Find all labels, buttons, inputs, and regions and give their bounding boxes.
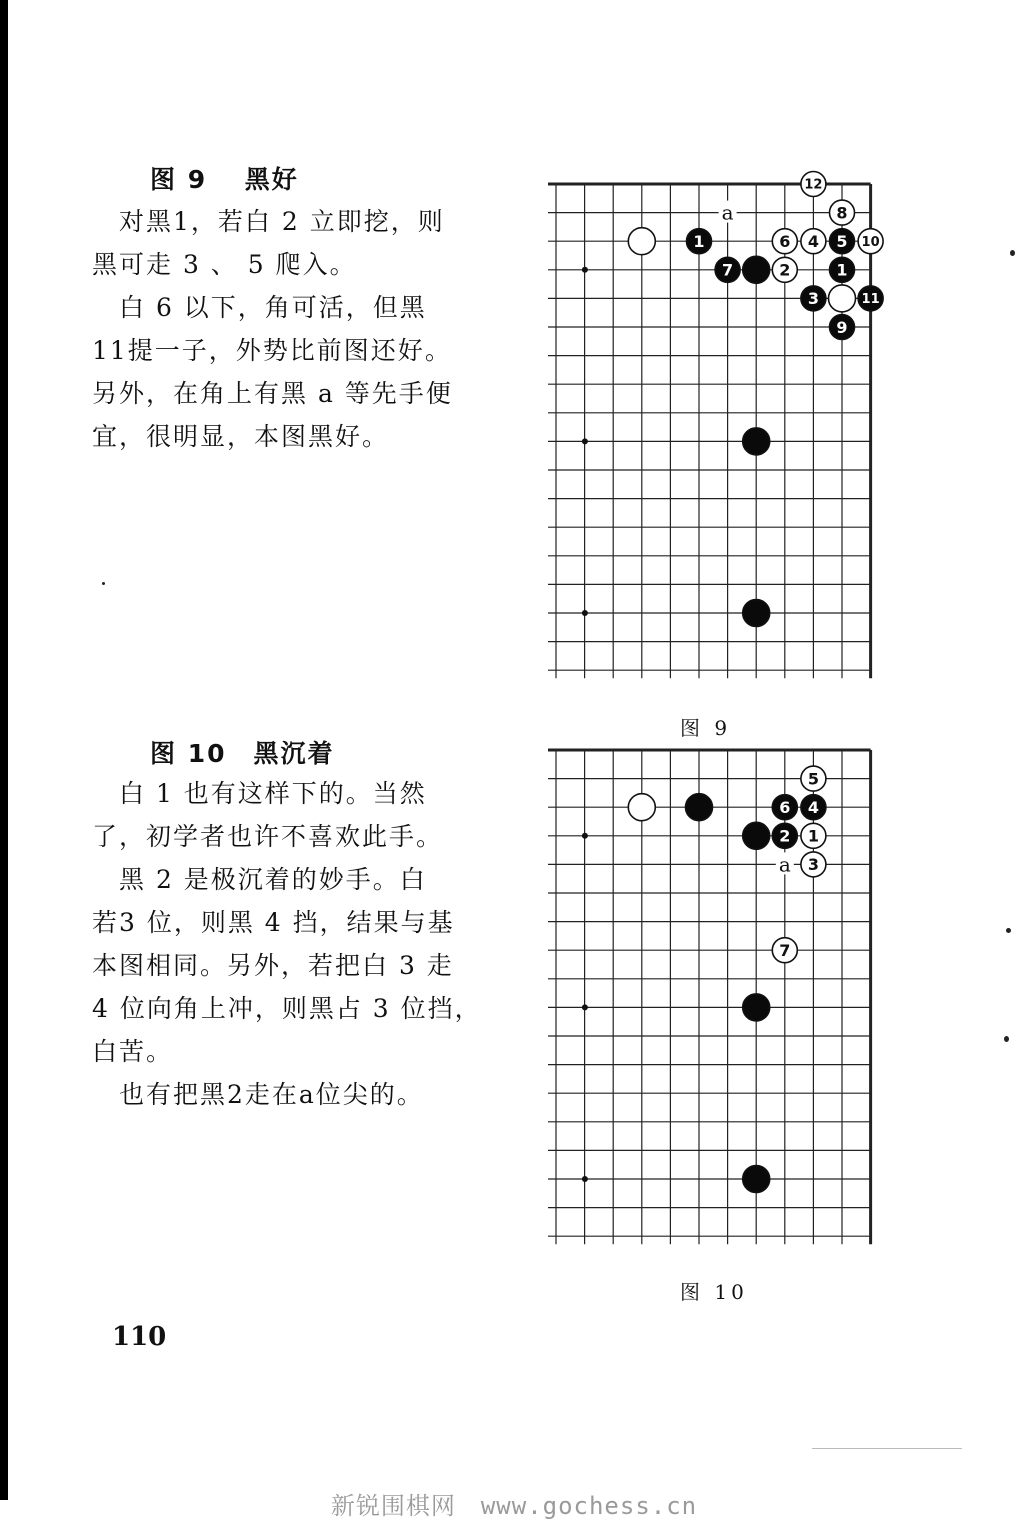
paragraph-line: 白 1 也有这样下的。当然 [92,779,427,808]
white-stone [628,228,655,255]
figure-9-caption: 图 9 [680,716,732,740]
black-stone [743,428,770,455]
black-stone [743,822,770,849]
move-number-label: 1 [836,260,848,280]
section-heading-figure-10: 图 10 黑沉着 [150,739,335,768]
star-point [582,438,588,444]
scan-line [812,1448,962,1449]
figure-10-caption: 图 10 [680,1280,748,1304]
go-board-figure-10 [548,742,866,1268]
move-number-label: 11 [861,292,880,308]
paragraph-line: 白 6 以下，角可活，但黑 [92,293,427,322]
move-number-label: 9 [836,317,848,337]
star-point [582,1004,588,1010]
star-point [582,610,588,616]
move-number-label: 1 [693,231,705,251]
move-number-label: 2 [779,826,791,846]
white-stone [829,285,856,312]
black-stone [743,994,770,1021]
paragraph-line: 了，初学者也许不喜欢此手。 [92,822,444,851]
move-number-label: 5 [807,769,819,789]
scan-speck [1010,250,1015,256]
paragraph-line: 另外，在角上有黑 a 等先手便 [92,379,453,408]
move-number-label: 6 [779,797,791,817]
move-number-label: 3 [807,289,819,309]
scan-speck [1006,928,1011,933]
section-text-figure-10 [92,772,482,1116]
paragraph-line: 4 位向角上冲，则黑占 3 位挡， [92,994,482,1023]
page-number: 110 [112,1322,167,1352]
section-text-figure-9 [92,200,453,458]
page-border [0,0,8,1500]
section-heading-figure-9: 图 9 黑好 [150,165,299,194]
paragraph-line: 宜，很明显，本图黑好。 [92,422,390,451]
move-number-label: 4 [807,231,819,251]
paragraph-line: 黑可走 3 、 5 爬入。 [92,250,357,279]
scan-speck [102,582,105,585]
paragraph-line: 本图相同。另外，若把白 3 走 [92,951,454,980]
white-stone [628,794,655,821]
paragraph-line: 对黑1，若白 2 立即挖，则 [92,207,445,236]
move-number-label: 6 [779,231,791,251]
move-number-label: 4 [807,797,819,817]
paragraph-line: 白苦。 [92,1037,174,1066]
board-mark-label: a [778,852,791,877]
star-point [582,267,588,273]
star-point [582,1176,588,1182]
watermark-footer: 新锐围棋网 www.gochess.cn [330,1492,698,1520]
move-number-label: 7 [722,260,734,280]
black-stone [743,256,770,283]
paragraph-line: 11提一子，外势比前图还好。 [92,336,452,365]
board-mark-label: a [721,200,734,225]
black-stone [686,794,713,821]
black-stone [743,600,770,627]
go-board-figure-9 [548,176,880,702]
move-number-label: 7 [779,940,791,960]
move-number-label: 1 [807,826,819,846]
black-stone [743,1166,770,1193]
move-number-label: 12 [804,177,823,193]
move-number-label: 5 [836,231,848,251]
move-number-label: 2 [779,260,791,280]
move-number-label: 3 [807,855,819,875]
paragraph-line: 也有把黑2走在a位尖的。 [92,1080,424,1109]
scan-speck [1004,1036,1009,1042]
paragraph-line: 若3 位，则黑 4 挡，结果与基 [92,908,455,937]
star-point [582,833,588,839]
move-number-label: 8 [836,203,848,223]
paragraph-line: 黑 2 是极沉着的妙手。白 [92,865,427,894]
move-number-label: 10 [861,234,880,250]
